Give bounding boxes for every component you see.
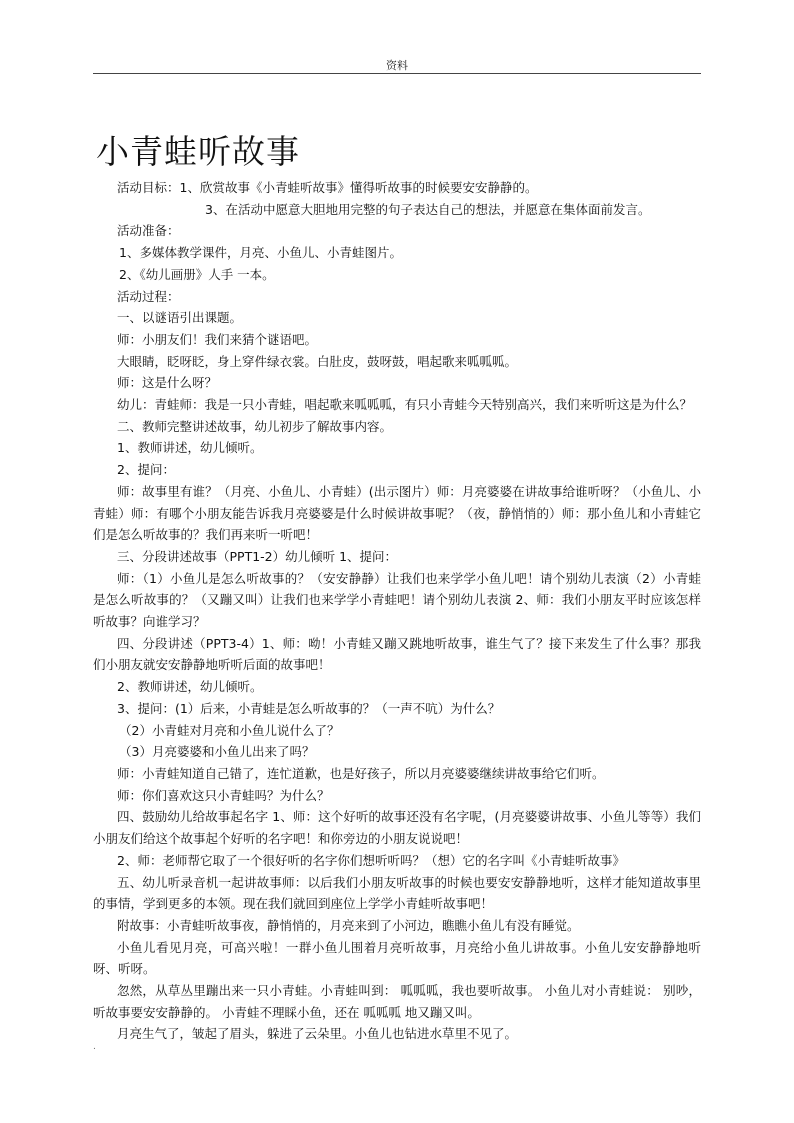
footer-mark: . <box>93 1042 96 1052</box>
paragraph: （3）月亮婆婆和小鱼儿出来了吗？ <box>119 744 315 760</box>
paragraph: 2、提问： <box>117 462 175 478</box>
step-naming-heading: 四、鼓励幼儿给故事起名字 1、师：这个好听的故事还没有名字呢，(月亮婆婆讲故事、小鱼儿等等）我们小朋友们给这个故事起个好听的名字吧！和你旁边的小朋友说说吧！ <box>93 809 701 847</box>
preparation-heading: 活动准备： <box>117 223 180 239</box>
step-1-heading: 一、以谜语引出课题。 <box>117 310 243 326</box>
paragraph: 师：（1）小鱼儿是怎么听故事的？（安安静静）让我们也来学学小鱼儿吧！请个别幼儿表演（2）小青蛙是怎么听故事的？（又蹦又叫）让我们也来学学小青蛙吧！请个别幼儿表演 2、师：我们小朋友平时应该怎样听故事？向谁学习？ <box>93 570 701 630</box>
preparation-item-2: 2、《幼儿画册》人手 一本。 <box>119 266 275 282</box>
document-title: 小青蛙听故事 <box>96 132 300 171</box>
step-2-heading: 二、教师完整讲述故事，幼儿初步了解故事内容。 <box>117 418 393 434</box>
step-5-heading: 五、幼儿听录音机一起讲故事师：以后我们小朋友听故事的时候也要安安静静地听，这样才能知道故事里的事情，学到更多的本领。现在我们就回到座位上学学小青蛙听故事吧！ <box>93 874 701 912</box>
story-paragraph: 小鱼儿看见月亮，可高兴啦！一群小鱼儿围着月亮听故事，月亮给小鱼儿讲故事。小鱼儿安安静静地听呀、听呀。 <box>93 939 701 977</box>
riddle-text: 大眼睛，眨呀眨，身上穿件绿衣裳。白肚皮，鼓呀鼓，唱起歌来呱呱呱。 <box>117 353 518 369</box>
paragraph: 3、提问：(1）后来，小青蛙是怎么听故事的？（一声不吭）为什么？ <box>117 700 501 716</box>
paragraph: 师：小朋友们！我们来猜个谜语吧。 <box>117 331 318 347</box>
header-divider <box>93 73 701 74</box>
paragraph: 师：你们喜欢这只小青蛙吗？为什么？ <box>117 787 330 803</box>
paragraph: 幼儿：青蛙师：我是一只小青蛙，唱起歌来呱呱呱，有只小青蛙今天特别高兴，我们来听听这是为什么？ <box>117 397 693 413</box>
document-body <box>93 177 701 1045</box>
appendix-story: 附故事：小青蛙听故事夜，静悄悄的，月亮来到了小河边，瞧瞧小鱼儿有没有睡觉。 <box>117 917 580 933</box>
objective-1: 活动目标：1、欣赏故事《小青蛙听故事》懂得听故事的时候要安安静静的。 <box>117 180 538 195</box>
process-heading: 活动过程： <box>117 288 180 304</box>
step-4-heading: 四、分段讲述（PPT3-4）1、师：呦！小青蛙又蹦又跳地听故事，谁生气了？接下来发生了什么事？那我们小朋友就安安静静地听听后面的故事吧！ <box>93 635 701 673</box>
story-paragraph: 月亮生气了，皱起了眉头，躲进了云朵里。小鱼儿也钻进水草里不见了。 <box>117 1026 518 1042</box>
paragraph: 1、教师讲述，幼儿倾听。 <box>117 440 263 456</box>
paragraph: 师：故事里有谁？（月亮、小鱼儿、小青蛙）(出示图片）师：月亮婆婆在讲故事给谁听呀？（小鱼儿、小青蛙）师：有哪个小朋友能告诉我月亮婆婆是什么时候讲故事呢？（夜，静悄悄的）师：那小鱼儿和小青蛙它们是怎么听故事的？我们再来听一听吧！ <box>93 483 701 543</box>
paragraph: 师：小青蛙知道自己错了，连忙道歉，也是好孩子，所以月亮婆婆继续讲故事给它们听。 <box>117 765 605 781</box>
step-3-heading: 三、分段讲述故事（PPT1-2）幼儿倾听 1、提问： <box>117 548 398 564</box>
story-paragraph: 忽然，从草丛里蹦出来一只小青蛙。小青蛙叫到： 呱呱呱，我也要听故事。 小鱼儿对小青蛙说： 别吵，听故事要安安静静的。 小青蛙不理睬小鱼，还在 呱呱呱 地又蹦又叫。 <box>93 983 701 1020</box>
paragraph: 2、教师讲述，幼儿倾听。 <box>117 679 263 695</box>
preparation-item-1: 1、多媒体教学课件，月亮、小鱼儿、小青蛙图片。 <box>119 245 402 261</box>
paragraph: 师：这是什么呀？ <box>117 375 218 391</box>
page-header-label: 资料 <box>386 59 408 72</box>
objective-3: 3、在活动中愿意大胆地用完整的句子表达自己的想法，并愿意在集体面前发言。 <box>205 201 651 217</box>
paragraph: 2、师：老师帮它取了一个很好听的名字你们想听听吗？（想）它的名字叫《小青蛙听故事》 <box>117 852 625 868</box>
paragraph: （2）小青蛙对月亮和小鱼儿说什么了？ <box>119 722 340 738</box>
